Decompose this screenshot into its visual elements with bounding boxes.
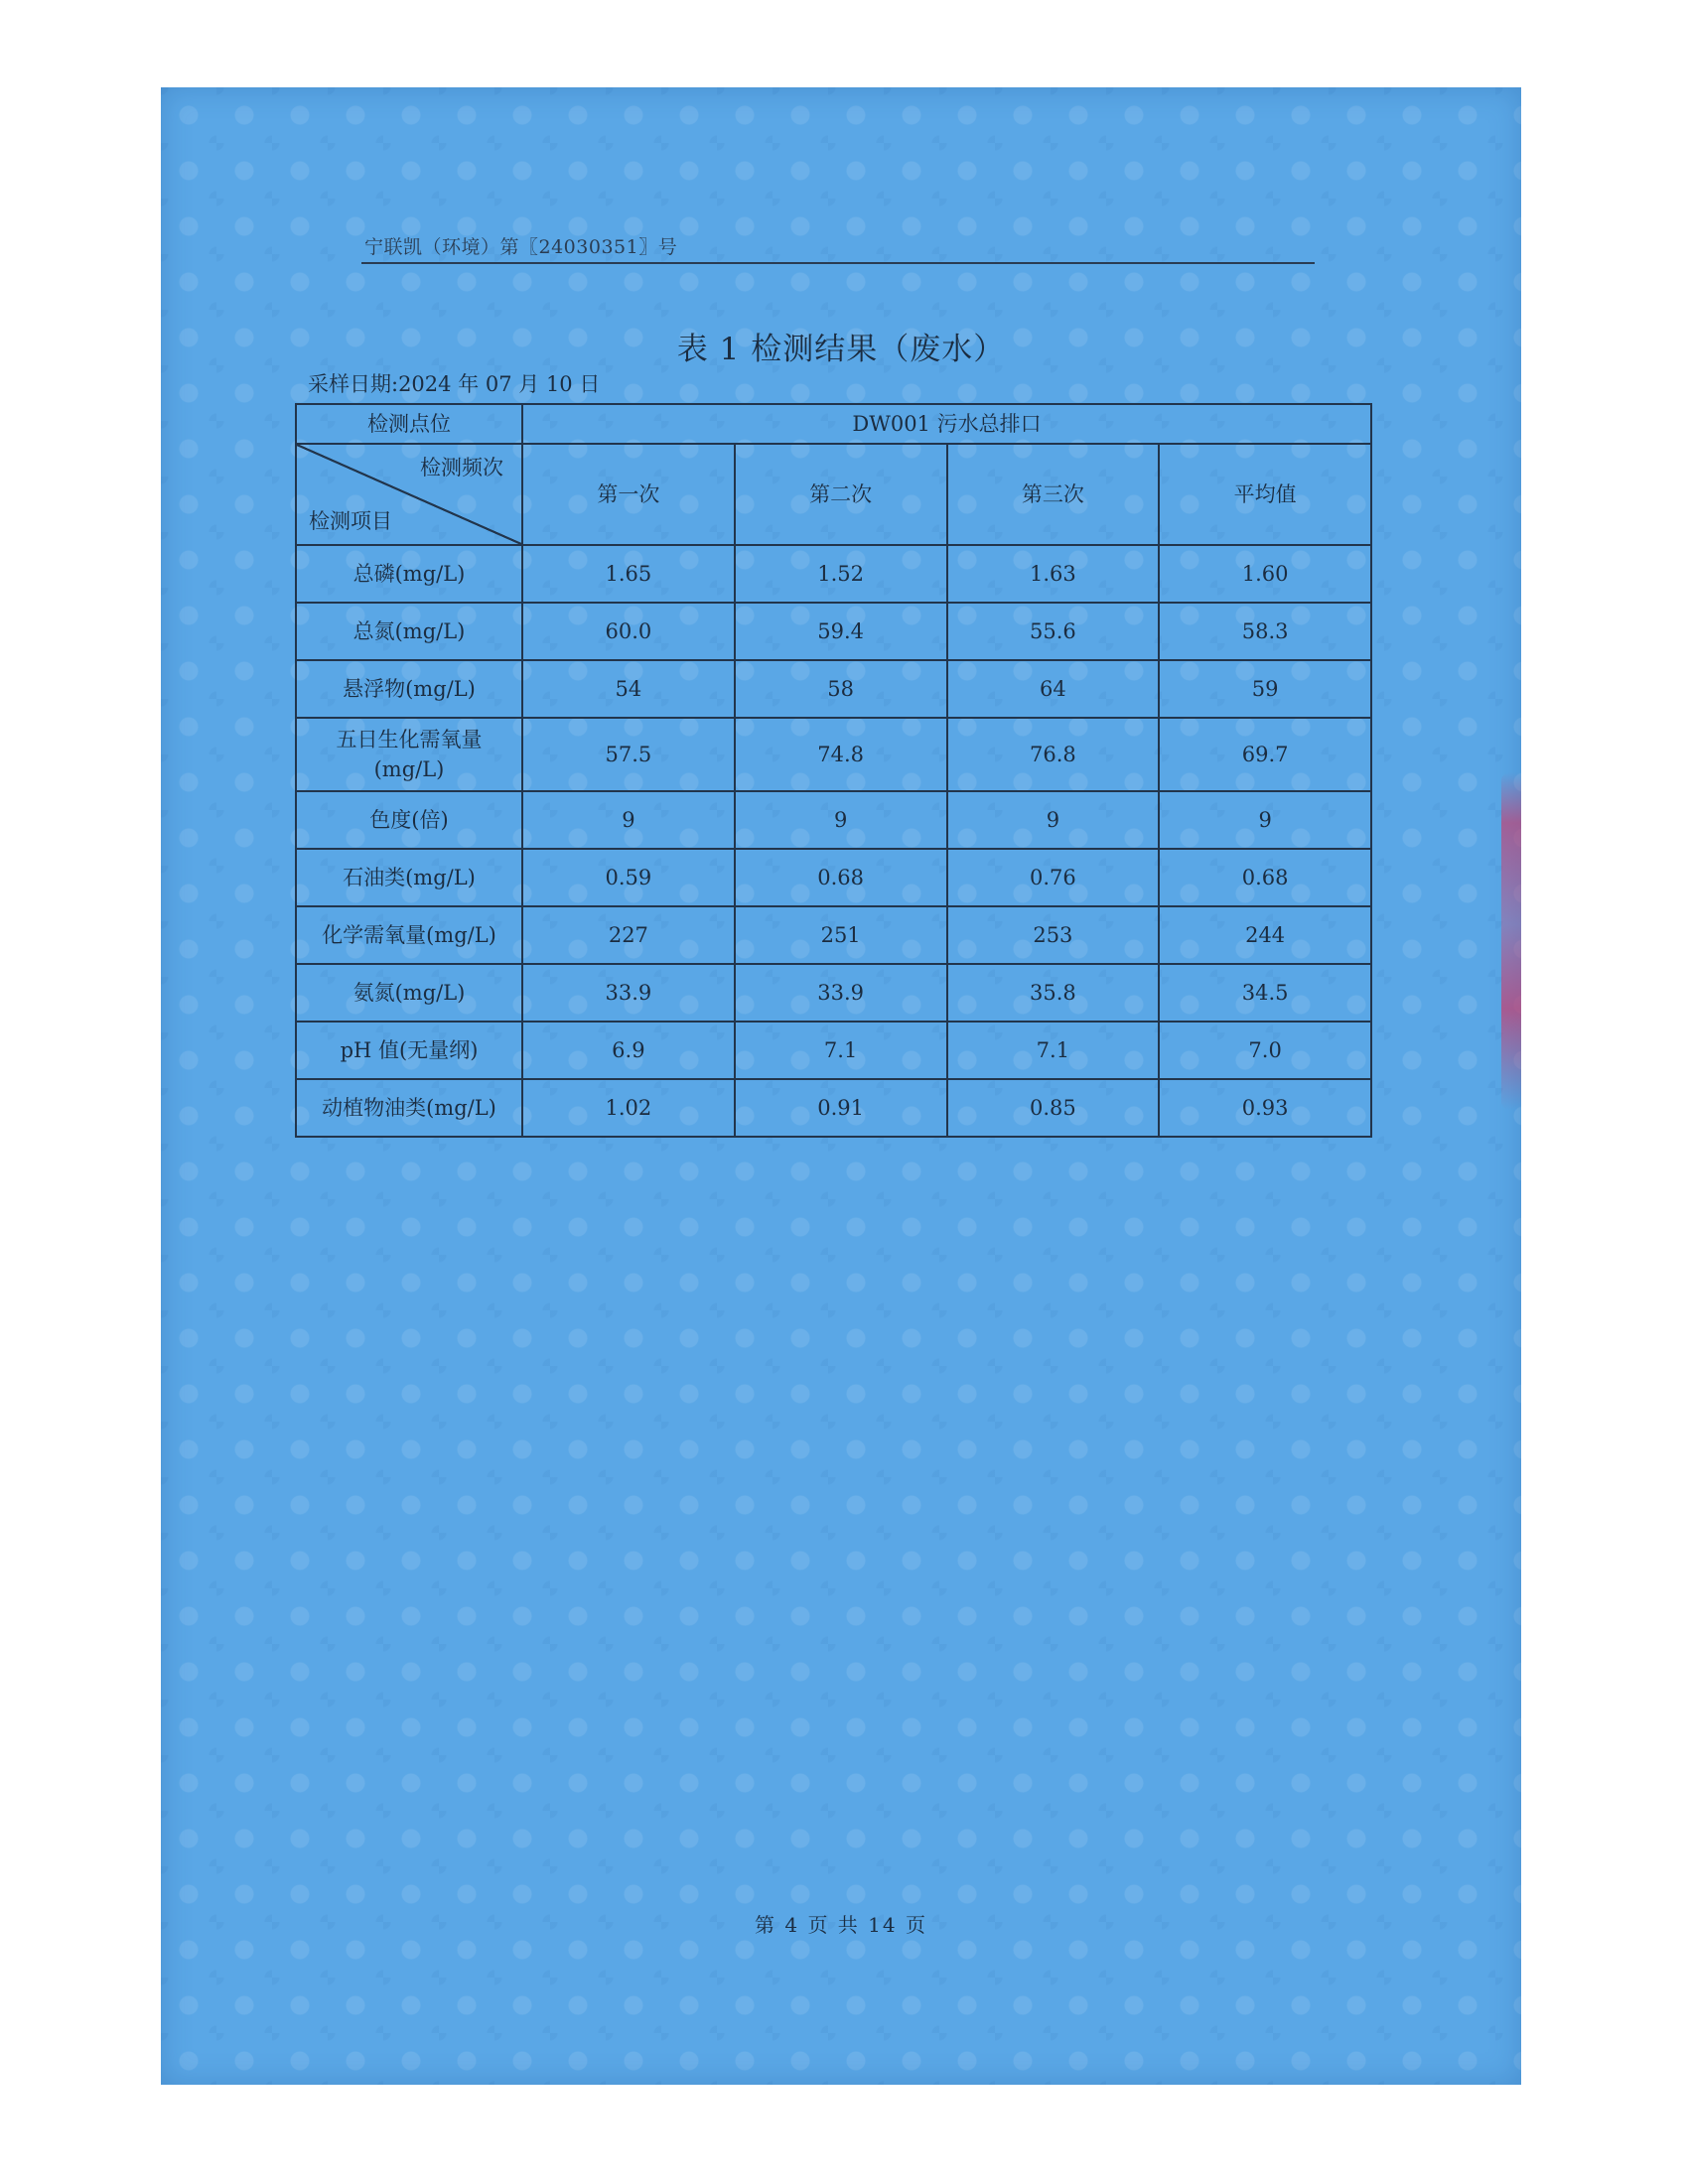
column-header: 平均值: [1159, 444, 1371, 545]
value-cell: 6.9: [522, 1022, 735, 1079]
item-name: 动植物油类(mg/L): [296, 1079, 522, 1137]
table-row: [296, 718, 1371, 791]
table-row: [296, 849, 1371, 906]
item-label: 检测项目: [309, 508, 392, 533]
diagonal-header-cell: [296, 444, 522, 545]
table-row: [296, 545, 1371, 603]
value-cell: 76.8: [947, 718, 1160, 791]
item-name: 悬浮物(mg/L): [296, 660, 522, 718]
average-cell: 59: [1159, 660, 1371, 718]
item-name: 石油类(mg/L): [296, 849, 522, 906]
value-cell: 33.9: [735, 964, 947, 1022]
value-cell: 33.9: [522, 964, 735, 1022]
value-cell: 0.68: [735, 849, 947, 906]
column-header: 第一次: [522, 444, 735, 545]
results-table: [295, 403, 1372, 1138]
average-cell: 34.5: [1159, 964, 1371, 1022]
item-name: 氨氮(mg/L): [296, 964, 522, 1022]
value-cell: 59.4: [735, 603, 947, 660]
value-cell: 54: [522, 660, 735, 718]
value-cell: 0.59: [522, 849, 735, 906]
value-cell: 9: [735, 791, 947, 849]
item-name-line2: (mg/L): [373, 757, 445, 781]
column-header: 第二次: [735, 444, 947, 545]
value-cell: 0.85: [947, 1079, 1160, 1137]
average-cell: 58.3: [1159, 603, 1371, 660]
site-value: DW001 污水总排口: [522, 404, 1371, 444]
item-name: 总氮(mg/L): [296, 603, 522, 660]
site-row: [296, 404, 1371, 444]
table-row: [296, 660, 1371, 718]
value-cell: 0.76: [947, 849, 1160, 906]
header-row: [296, 444, 1371, 545]
value-cell: 1.02: [522, 1079, 735, 1137]
item-name: 化学需氧量(mg/L): [296, 906, 522, 964]
value-cell: 251: [735, 906, 947, 964]
value-cell: 227: [522, 906, 735, 964]
item-name: 总磷(mg/L): [296, 545, 522, 603]
table-row: [296, 964, 1371, 1022]
item-name-line1: 五日生化需氧量: [336, 727, 483, 751]
average-cell: 1.60: [1159, 545, 1371, 603]
value-cell: 0.91: [735, 1079, 947, 1137]
value-cell: 55.6: [947, 603, 1160, 660]
item-name: [296, 718, 522, 791]
value-cell: 1.52: [735, 545, 947, 603]
item-name: 色度(倍): [296, 791, 522, 849]
table-row: [296, 791, 1371, 849]
value-cell: 35.8: [947, 964, 1160, 1022]
value-cell: 64: [947, 660, 1160, 718]
value-cell: 9: [522, 791, 735, 849]
average-cell: 9: [1159, 791, 1371, 849]
seal-stamp-edge: [1501, 772, 1521, 1110]
table-title: 表 1 检测结果（废水）: [676, 332, 1006, 367]
value-cell: 1.65: [522, 545, 735, 603]
site-label: 检测点位: [296, 404, 522, 444]
value-cell: 58: [735, 660, 947, 718]
report-number: 宁联凯（环境）第〖24030351〗号: [364, 236, 678, 258]
sample-date: 采样日期:2024 年 07 月 10 日: [308, 372, 601, 396]
average-cell: 0.68: [1159, 849, 1371, 906]
value-cell: 74.8: [735, 718, 947, 791]
value-cell: 57.5: [522, 718, 735, 791]
report-page: [161, 87, 1521, 2085]
average-cell: 69.7: [1159, 718, 1371, 791]
header-divider: [361, 262, 1315, 264]
value-cell: 7.1: [947, 1022, 1160, 1079]
value-cell: 60.0: [522, 603, 735, 660]
item-name: pH 值(无量纲): [296, 1022, 522, 1079]
value-cell: 9: [947, 791, 1160, 849]
average-cell: 244: [1159, 906, 1371, 964]
average-cell: 7.0: [1159, 1022, 1371, 1079]
value-cell: 1.63: [947, 545, 1160, 603]
table-row: [296, 603, 1371, 660]
value-cell: 253: [947, 906, 1160, 964]
frequency-label: 检测频次: [420, 456, 503, 479]
table-row: [296, 906, 1371, 964]
table-row: [296, 1079, 1371, 1137]
table-row: [296, 1022, 1371, 1079]
average-cell: 0.93: [1159, 1079, 1371, 1137]
value-cell: 7.1: [735, 1022, 947, 1079]
column-header: 第三次: [947, 444, 1160, 545]
page-number: 第 4 页 共 14 页: [755, 1913, 927, 1937]
